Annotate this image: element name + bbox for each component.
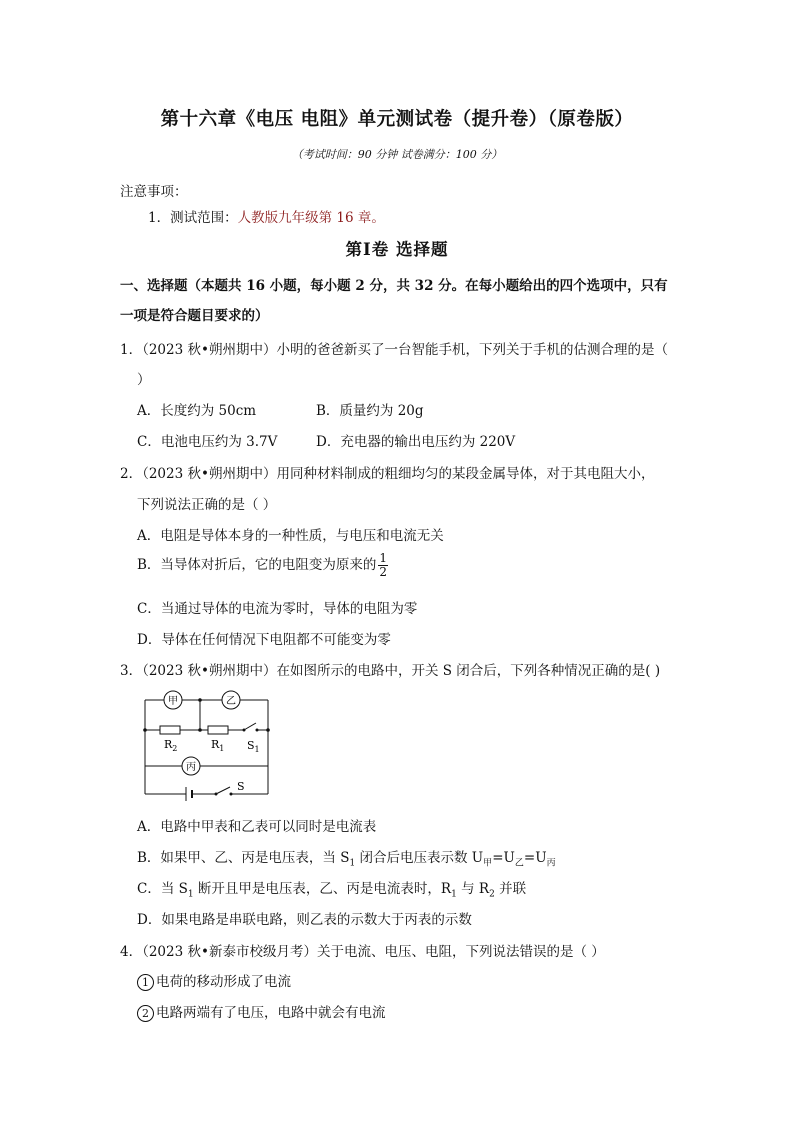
- fraction-denominator: 2: [379, 565, 388, 579]
- q3-c-text-2: 断开且甲是电压表，乙、丙是电流表时，R: [193, 881, 452, 897]
- page-title: 第十六章《电压 电阻》单元测试卷（提升卷）（原卷版）: [160, 109, 634, 130]
- s-label: S: [237, 780, 245, 793]
- meter-bing-label: 丙: [186, 762, 196, 773]
- q1-stem-2: ）: [137, 372, 151, 388]
- fraction-one-half: [378, 552, 388, 579]
- q1-option-b: B．质量约为 20g: [316, 403, 424, 419]
- q3-b-eq-1: =U: [492, 850, 515, 866]
- q2-option-d: D．导体在任何情况下电阻都不可能变为零: [137, 632, 391, 648]
- q4-item-2-text: 电路两端有了电压，电路中就会有电流: [156, 1005, 386, 1021]
- q4-item-2: [137, 1001, 386, 1022]
- q2-stem-2: 下列说法正确的是（ ）: [137, 497, 277, 513]
- q3-b-sub-bing: 丙: [546, 858, 556, 869]
- q3-b-text-2: 闭合后电压表示数 U: [355, 850, 484, 866]
- exam-info: （考试时间：90 分钟 试卷满分：100 分）: [291, 148, 503, 161]
- q2-option-a: A．电阻是导体本身的一种性质，与电压和电流无关: [137, 528, 444, 544]
- q2-option-c: C．当通过导体的电流为零时，导体的电阻为零: [137, 601, 418, 617]
- r1-label: $R_1$: [211, 738, 225, 753]
- section-instruction-2: 一项是符合题目要求的）: [120, 308, 269, 324]
- notes-item-1-range: 人教版九年级第 16 章。: [237, 210, 385, 226]
- q3-b-sub-yi: 乙: [514, 858, 524, 869]
- q3-option-b: [137, 846, 556, 869]
- q3-c-sub-2: 1: [451, 889, 457, 900]
- notes-label: 注意事项：: [120, 184, 188, 200]
- q1-option-c: C．电池电压约为 3.7V: [137, 434, 278, 450]
- q2-option-b: [137, 552, 388, 579]
- section-instruction-1: 一、选择题（本题共 16 小题，每小题 2 分，共 32 分。在每小题给出的四个选项中，只有: [120, 278, 668, 294]
- q3-b-eq-2: =U: [523, 850, 547, 866]
- resistor-r1: [208, 726, 228, 734]
- notes-item-1-prefix: 1．测试范围：: [148, 210, 238, 226]
- notes-item-1: [148, 206, 385, 226]
- q3-stem: 3．（2023 秋•朔州期中）在如图所示的电路中，开关 S 闭合后，下列各种情况正确的是( ): [120, 663, 661, 679]
- section-title: 第Ⅰ卷 选择题: [345, 240, 449, 259]
- q3-c-sub-3: 2: [489, 889, 495, 900]
- resistor-r2: [160, 726, 180, 734]
- fraction-numerator: 1: [379, 551, 388, 565]
- q3-c-text-4: 并联: [494, 881, 527, 897]
- r2-label: $R_2$: [164, 738, 178, 753]
- item-number-circle-2: 2: [137, 1005, 154, 1022]
- meter-yi-label: 乙: [226, 696, 236, 707]
- q4-item-1-text: 电荷的移动形成了电流: [156, 974, 291, 990]
- q4-stem: 4．（2023 秋•新泰市校级月考）关于电流、电压、电阻，下列说法错误的是（ ）: [120, 944, 605, 960]
- q3-c-text-1: C．当 S: [137, 881, 188, 897]
- q3-option-d: D．如果电路是串联电路，则乙表的示数大于丙表的示数: [137, 912, 472, 928]
- q4-item-1: [137, 970, 291, 991]
- q3-option-c: [137, 877, 526, 900]
- q1-option-a: A．长度约为 50cm: [137, 403, 257, 419]
- circuit-diagram: [140, 686, 280, 804]
- q2-option-b-text: B．当导体对折后，它的电阻变为原来的: [137, 557, 377, 573]
- item-number-circle-1: 1: [137, 974, 154, 991]
- q1-stem-1: 1．（2023 秋•朔州期中）小明的爸爸新买了一台智能手机，下列关于手机的估测合理的是（: [120, 342, 668, 358]
- q3-option-a: A．电路中甲表和乙表可以同时是电流表: [137, 819, 377, 835]
- meter-jia-label: 甲: [168, 696, 178, 707]
- q1-option-d: D．充电器的输出电压约为 220V: [316, 434, 516, 450]
- q3-b-text-1: B．如果甲、乙、丙是电压表，当 S: [137, 850, 350, 866]
- q3-b-sub-1: 1: [349, 858, 356, 869]
- q2-stem-1: 2．（2023 秋•朔州期中）用同种材料制成的粗细均匀的某段金属导体，对于其电阻大小，: [120, 466, 655, 482]
- q3-c-text-3: 与 R: [456, 881, 490, 897]
- q3-c-sub-1: 1: [187, 889, 194, 900]
- q3-b-sub-jia: 甲: [483, 858, 493, 869]
- s1-label: $S_1$: [247, 739, 260, 754]
